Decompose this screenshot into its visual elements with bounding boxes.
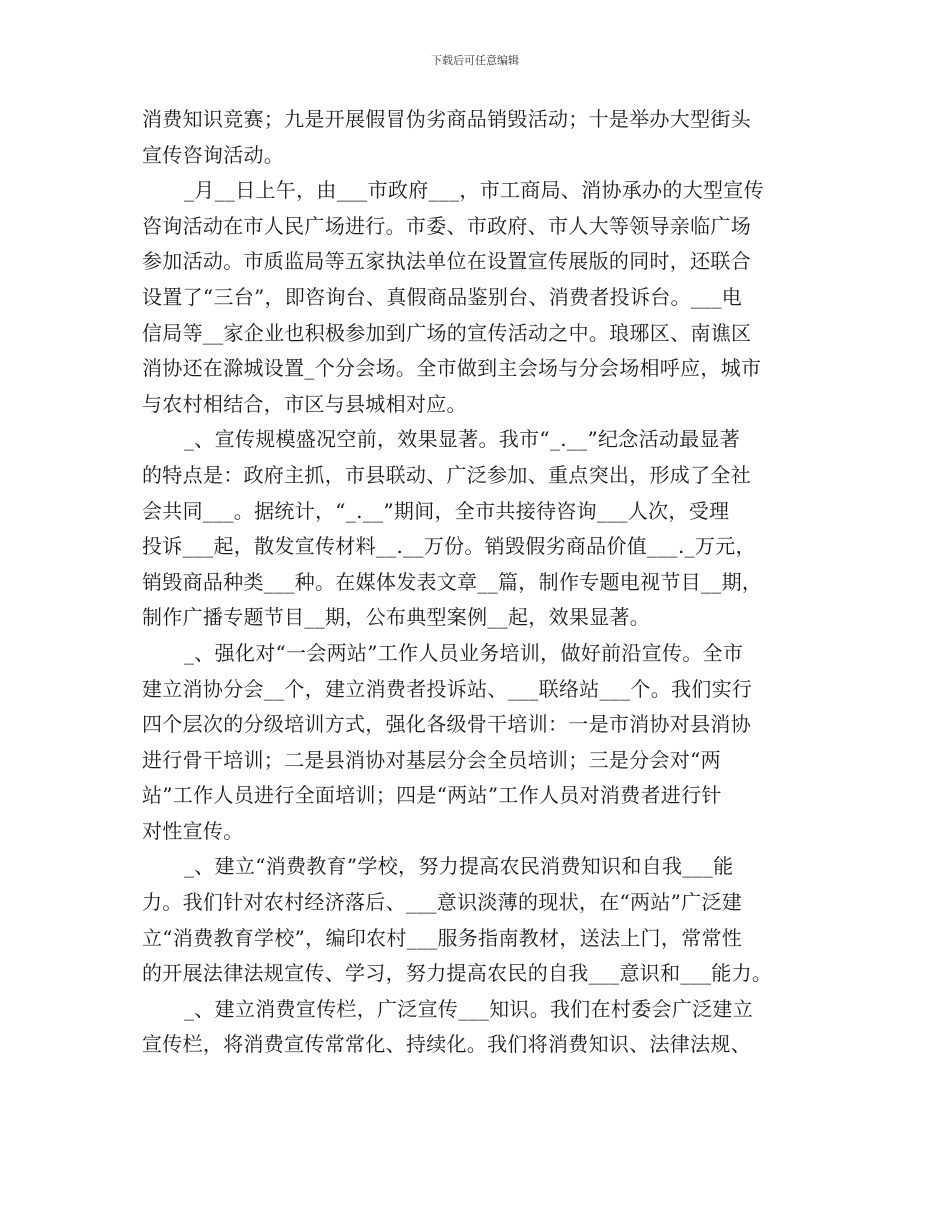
body-paragraph [142, 636, 810, 850]
text-line: 制作广播专题节目__期，公布典型案例__起，效果显著。 [142, 605, 651, 630]
text-line: 宣传咨询活动。 [142, 142, 285, 167]
text-line: 设置了“三台”，即咨询台、真假商品鉴别台、消费者投诉台。___电 [142, 284, 743, 309]
text-line: 进行骨干培训；二是县消协对基层分会全员培训；三是分会对“两 [142, 747, 721, 772]
text-line: 宣传栏，将消费宣传常常化、持续化。我们将消费知识、法律法规、 [142, 1032, 751, 1057]
text-line: 参加活动。市质监局等五家执法单位在设置宣传展版的同时，还联合 [142, 249, 751, 274]
text-line: 的开展法律法规宣传、学习，努力提高农民的自我___意识和___能力。 [142, 961, 773, 986]
text-line: 建立消协分会__个，建立消费者投诉站、___联络站___个。我们实行 [142, 676, 753, 701]
page-header: 下载后可任意编辑 [431, 54, 519, 67]
text-line: 会共同___。据统计，“_.__”期间，全市共接待咨询___人次，受理 [142, 498, 730, 523]
text-line: 的特点是：政府主抓，市县联动、广泛参加、重点突出，形成了全社 [142, 462, 751, 487]
text-line: _、建立消费宣传栏，广泛宣传___知识。我们在村委会广泛建立 [184, 996, 753, 1021]
document-body [142, 102, 810, 1063]
text-line: 消协还在滁城设置_个分会场。全市做到主会场与分会场相呼应，城市 [142, 356, 762, 381]
text-line: _、建立“消费教育”学校，努力提高农民消费知识和自我___能 [184, 854, 734, 879]
text-line: 与农村相结合，市区与县城相对应。 [142, 391, 467, 416]
text-line: 四个层次的分级培训方式，强化各级骨干培训：一是市消协对县消协 [142, 712, 751, 737]
text-line: _、宣传规模盛况空前，效果显著。我市“_.__”纪念活动最显著 [184, 427, 741, 452]
text-line: 站”工作人员进行全面培训；四是“两站”工作人员对消费者进行针 [142, 783, 722, 808]
text-line: 投诉___起，散发宣传材料__.__万份。销毁假劣商品价值___._万元， [142, 534, 756, 559]
body-paragraph [142, 992, 810, 1063]
text-line: 立“消费教育学校”，编印农村___服务指南教材，送法上门，常常性 [142, 925, 743, 950]
body-paragraph [142, 173, 810, 422]
body-paragraph [142, 422, 810, 636]
body-paragraph [142, 102, 810, 173]
text-line: 咨询活动在市人民广场进行。市委、市政府、市人大等领导亲临广场 [142, 213, 751, 238]
text-line: 销毁商品种类___种。在媒体发表文章__篇，制作专题电视节目__期， [142, 569, 763, 594]
text-line: _、强化对“一会两站”工作人员业务培训，做好前沿宣传。全市 [184, 640, 744, 665]
text-line: _月__日上午，由___市政府___，市工商局、消协承办的大型宣传 [184, 178, 764, 203]
text-line: 信局等__家企业也积极参加到广场的宣传活动之中。琅琊区、南谯区 [142, 320, 752, 345]
text-line: 力。我们针对农村经济落后、___意识淡薄的现状，在“两站”广泛建 [142, 890, 743, 915]
text-line: 消费知识竞赛；九是开展假冒伪劣商品销毁活动；十是举办大型街头 [142, 107, 751, 131]
body-paragraph [142, 849, 810, 991]
text-line: 对性宣传。 [142, 818, 244, 843]
